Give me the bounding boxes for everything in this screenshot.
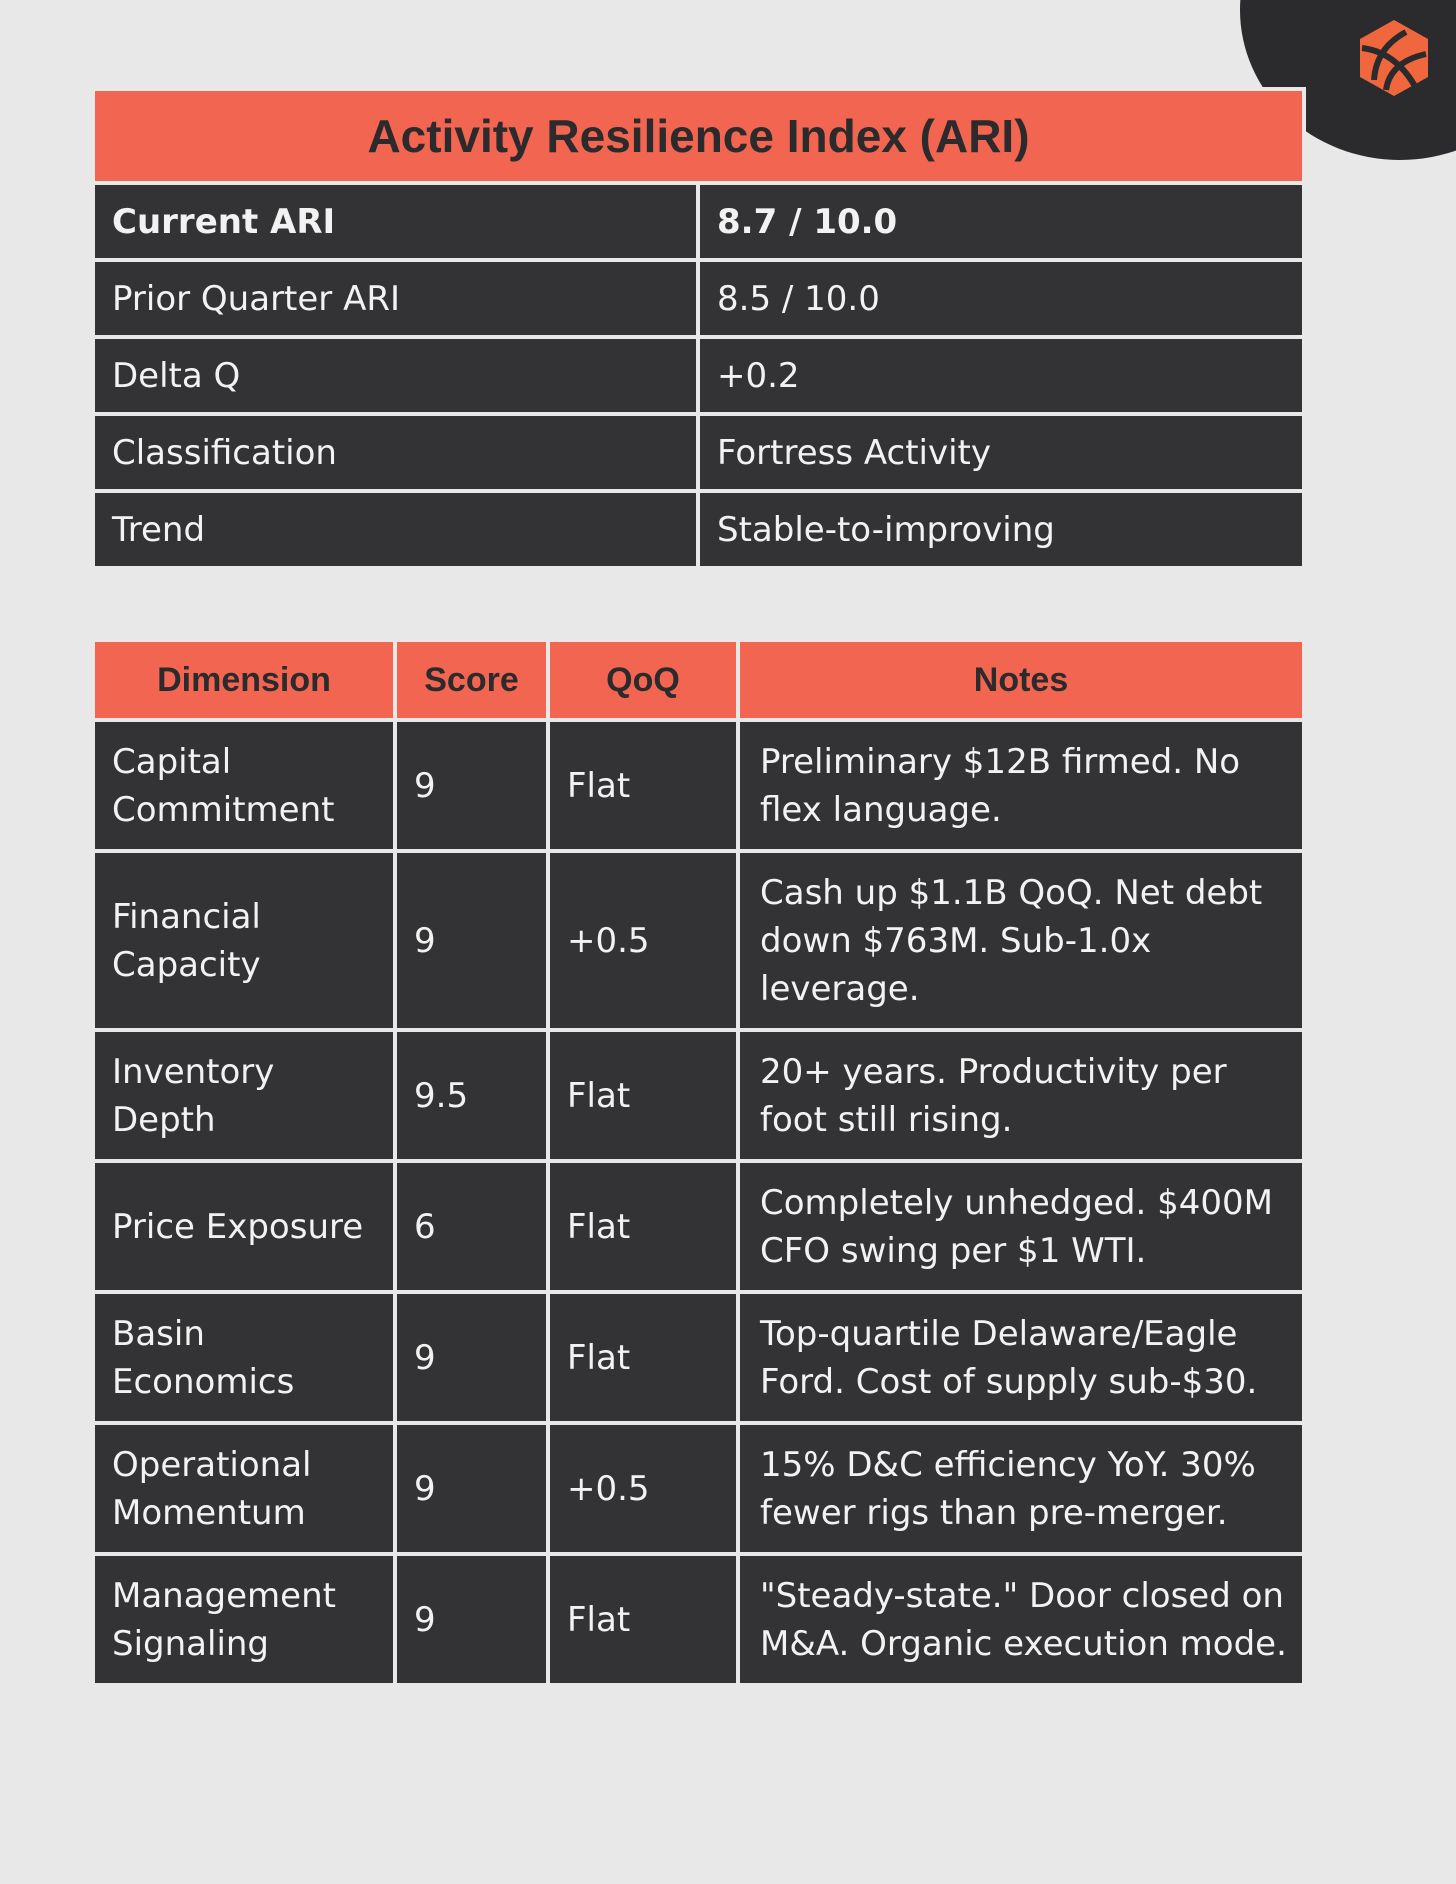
table-row	[93, 183, 1304, 260]
header-qoq: QoQ	[548, 640, 738, 720]
notes-cell: Top-quartile Delaware/Eagle Ford. Cost of supply sub-$30.	[738, 1292, 1304, 1423]
notes-cell: Completely unhedged. $400M CFO swing per $1 WTI.	[738, 1161, 1304, 1292]
table-row	[93, 1161, 1304, 1292]
notes-cell: "Steady-state." Door closed on M&A. Organic execution mode.	[738, 1554, 1304, 1685]
dimension-cell: Financial Capacity	[93, 851, 395, 1030]
score-cell: 6	[395, 1161, 548, 1292]
dimension-cell: Capital Commitment	[93, 720, 395, 851]
qoq-cell: Flat	[548, 1161, 738, 1292]
dimensions-table	[91, 638, 1306, 1687]
header-score: Score	[395, 640, 548, 720]
row-value: +0.2	[698, 337, 1304, 414]
dimension-cell: Management Signaling	[93, 1554, 395, 1685]
header-dimension: Dimension	[93, 640, 395, 720]
row-value: 8.5 / 10.0	[698, 260, 1304, 337]
notes-cell: Preliminary $12B firmed. No flex language.	[738, 720, 1304, 851]
table-row	[93, 1292, 1304, 1423]
row-label: Current ARI	[93, 183, 698, 260]
row-label: Prior Quarter ARI	[93, 260, 698, 337]
table-row	[93, 1030, 1304, 1161]
table-row	[93, 260, 1304, 337]
notes-cell: 15% D&C efficiency YoY. 30% fewer rigs than pre-merger.	[738, 1423, 1304, 1554]
notes-cell: Cash up $1.1B QoQ. Net debt down $763M. Sub-1.0x leverage.	[738, 851, 1304, 1030]
dimension-cell: Price Exposure	[93, 1161, 395, 1292]
qoq-cell: +0.5	[548, 1423, 738, 1554]
qoq-cell: Flat	[548, 1554, 738, 1685]
score-cell: 9.5	[395, 1030, 548, 1161]
table-title: Activity Resilience Index (ARI)	[93, 89, 1304, 183]
table-row	[93, 720, 1304, 851]
qoq-cell: +0.5	[548, 851, 738, 1030]
table-row	[93, 414, 1304, 491]
header-notes: Notes	[738, 640, 1304, 720]
dimension-cell: Operational Momentum	[93, 1423, 395, 1554]
table-row	[93, 1554, 1304, 1685]
row-label: Trend	[93, 491, 698, 568]
score-cell: 9	[395, 851, 548, 1030]
table-row	[93, 851, 1304, 1030]
score-cell: 9	[395, 1423, 548, 1554]
score-cell: 9	[395, 1554, 548, 1685]
table-row	[93, 337, 1304, 414]
header-row	[93, 640, 1304, 720]
ari-summary-table	[91, 87, 1306, 570]
table-row	[93, 1423, 1304, 1554]
row-value: 8.7 / 10.0	[698, 183, 1304, 260]
score-cell: 9	[395, 1292, 548, 1423]
row-value: Fortress Activity	[698, 414, 1304, 491]
row-label: Delta Q	[93, 337, 698, 414]
score-cell: 9	[395, 720, 548, 851]
notes-cell: 20+ years. Productivity per foot still rising.	[738, 1030, 1304, 1161]
qoq-cell: Flat	[548, 720, 738, 851]
dimension-cell: Basin Economics	[93, 1292, 395, 1423]
brand-logo-icon	[1356, 18, 1432, 98]
table-row	[93, 491, 1304, 568]
row-label: Classification	[93, 414, 698, 491]
qoq-cell: Flat	[548, 1030, 738, 1161]
row-value: Stable-to-improving	[698, 491, 1304, 568]
qoq-cell: Flat	[548, 1292, 738, 1423]
dimension-cell: Inventory Depth	[93, 1030, 395, 1161]
